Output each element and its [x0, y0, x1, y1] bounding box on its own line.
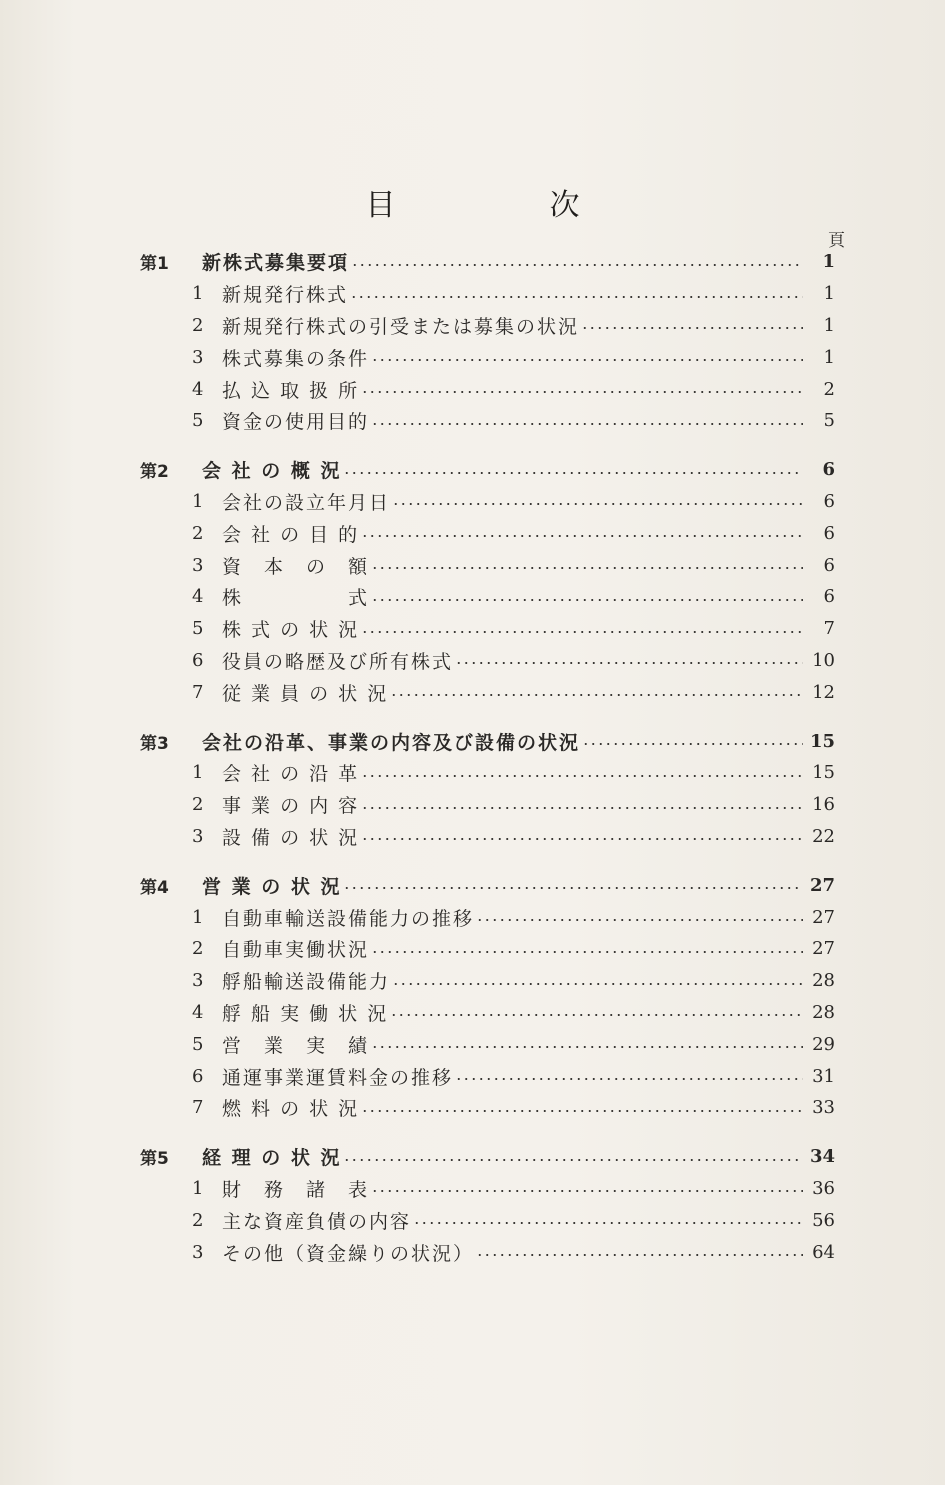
toc-item-number: 5 [192, 410, 204, 432]
toc-item-page-number: 1 [823, 283, 835, 305]
toc-item-number: 1 [192, 906, 204, 928]
toc-item-page-number: 27 [812, 906, 835, 928]
dot-leader [371, 423, 803, 425]
toc-item-label: 財 務 諸 表 [222, 1178, 370, 1201]
toc-item [140, 997, 835, 1029]
toc-item-number: 4 [192, 586, 204, 608]
dot-leader [476, 919, 803, 921]
toc-item [140, 933, 835, 965]
toc-item-number: 5 [192, 618, 204, 640]
toc-item-number: 3 [192, 1241, 204, 1263]
toc-item-page-number: 56 [812, 1209, 835, 1231]
toc-item-label: 株 式 の 状 況 [222, 619, 360, 642]
toc-item-page-number: 12 [812, 681, 835, 703]
toc-section-number: 第2 [140, 462, 169, 483]
dot-leader [392, 503, 803, 505]
toc-item [140, 581, 835, 613]
toc-item [140, 405, 835, 437]
dot-leader [343, 887, 803, 889]
toc-item-page-number: 33 [812, 1097, 835, 1119]
dot-leader [371, 359, 803, 361]
toc-section [140, 869, 835, 901]
toc-section [140, 1141, 835, 1173]
toc-item-page-number: 27 [812, 938, 835, 960]
toc-section-label: 会 社 の 概 況 [202, 460, 342, 483]
dot-leader [371, 567, 803, 569]
dot-leader [390, 1014, 803, 1016]
toc-item-page-number: 31 [812, 1065, 835, 1087]
toc-item-page-number: 6 [823, 490, 835, 512]
toc-item-label: 会 社 の 目 的 [222, 523, 360, 546]
toc-item-number: 6 [192, 1065, 204, 1087]
toc-item [140, 757, 835, 789]
dot-leader [371, 599, 803, 601]
toc-item [140, 278, 835, 310]
toc-item-label: 新規発行株式 [222, 284, 349, 307]
toc-item-number: 2 [192, 794, 204, 816]
toc-item-number: 5 [192, 1033, 204, 1055]
toc-item-number: 2 [192, 938, 204, 960]
toc-item [140, 676, 835, 708]
dot-leader [343, 1159, 803, 1161]
toc-item-number: 1 [192, 490, 204, 512]
dot-leader [350, 296, 803, 298]
dot-leader [361, 807, 803, 809]
toc-item [140, 549, 835, 581]
toc-item-page-number: 6 [823, 522, 835, 544]
toc-item [140, 486, 835, 518]
toc-item-number: 7 [192, 681, 204, 703]
page-title: 目 次 [365, 188, 642, 223]
toc-item-number: 1 [192, 1177, 204, 1199]
toc-item-page-number: 15 [812, 762, 835, 784]
toc-item-number: 6 [192, 649, 204, 671]
toc-item-page-number: 22 [812, 825, 835, 847]
dot-leader [371, 1046, 803, 1048]
toc-section [140, 246, 835, 278]
dot-leader [581, 327, 803, 329]
dot-leader [390, 694, 803, 696]
toc-item-label: 艀 船 実 働 状 況 [222, 1002, 389, 1025]
toc-item-page-number: 64 [812, 1241, 835, 1263]
toc-item [140, 373, 835, 405]
dot-leader [371, 951, 803, 953]
toc-item [140, 901, 835, 933]
toc-item-label: 株 式 [222, 587, 370, 610]
toc-item [140, 645, 835, 677]
toc-item-number: 1 [192, 283, 204, 305]
dot-leader [361, 535, 803, 537]
table-of-contents [140, 246, 835, 1268]
toc-section-page-number: 34 [809, 1146, 835, 1168]
toc-item-page-number: 28 [812, 970, 835, 992]
dot-leader [361, 391, 803, 393]
toc-item [140, 517, 835, 549]
toc-item-page-number: 6 [823, 554, 835, 576]
toc-item-label: 艀船輸送設備能力 [222, 971, 391, 994]
toc-section [140, 454, 835, 486]
toc-item-number: 2 [192, 314, 204, 336]
toc-section-label: 経 理 の 状 況 [202, 1147, 342, 1170]
toc-section-number: 第5 [140, 1149, 169, 1170]
toc-item [140, 789, 835, 821]
toc-section-label: 新株式募集要項 [202, 252, 350, 275]
section-gap [140, 708, 835, 725]
toc-section-label: 会社の沿革、事業の内容及び設備の状況 [202, 731, 581, 754]
toc-item-number: 2 [192, 522, 204, 544]
dot-leader [361, 631, 803, 633]
toc-item-label: 会 社 の 沿 革 [222, 763, 360, 786]
toc-item-number: 7 [192, 1097, 204, 1119]
toc-item-number: 3 [192, 346, 204, 368]
dot-leader [361, 775, 803, 777]
toc-item-label: 燃 料 の 状 況 [222, 1098, 360, 1121]
toc-item-page-number: 10 [812, 649, 835, 671]
toc-item-label: 設 備 の 状 況 [222, 826, 360, 849]
toc-item-number: 4 [192, 1001, 204, 1023]
toc-item-page-number: 1 [823, 314, 835, 336]
toc-item [140, 613, 835, 645]
dot-leader [413, 1222, 803, 1224]
toc-item-label: 役員の略歴及び所有株式 [222, 650, 454, 673]
section-gap [140, 852, 835, 869]
toc-item-label: 事 業 の 内 容 [222, 795, 360, 818]
toc-item-number: 3 [192, 825, 204, 847]
toc-item [140, 821, 835, 853]
toc-item-page-number: 1 [823, 346, 835, 368]
section-gap [140, 1124, 835, 1141]
toc-item [140, 1092, 835, 1124]
toc-item-page-number: 36 [812, 1177, 835, 1199]
toc-item-label: 自動車輸送設備能力の推移 [222, 907, 475, 930]
toc-item-label: その他（資金繰りの状況） [222, 1242, 475, 1265]
toc-item-label: 自動車実働状況 [222, 939, 370, 962]
dot-leader [392, 983, 803, 985]
toc-item [140, 341, 835, 373]
page-column-label: 頁 [828, 231, 845, 251]
toc-section-page-number: 6 [822, 459, 835, 481]
toc-section-number: 第3 [140, 733, 169, 754]
toc-section [140, 725, 835, 757]
toc-item-label: 通運事業運賃料金の推移 [222, 1066, 454, 1089]
dot-leader [361, 838, 803, 840]
toc-item-number: 2 [192, 1209, 204, 1231]
toc-item-label: 資金の使用目的 [222, 411, 370, 434]
toc-section-page-number: 1 [822, 251, 835, 273]
toc-item-number: 1 [192, 762, 204, 784]
toc-item-label: 従 業 員 の 状 況 [222, 682, 389, 705]
toc-section-number: 第1 [140, 254, 169, 275]
toc-item-page-number: 16 [812, 794, 835, 816]
toc-item-page-number: 7 [823, 618, 835, 640]
dot-leader [361, 1110, 803, 1112]
dot-leader [582, 743, 803, 745]
toc-item [140, 1236, 835, 1268]
toc-section-page-number: 27 [809, 874, 835, 896]
toc-item-label: 払 込 取 扱 所 [222, 379, 360, 402]
toc-section-label: 営 業 の 状 況 [202, 875, 342, 898]
toc-item-number: 3 [192, 554, 204, 576]
dot-leader [455, 1078, 803, 1080]
toc-item-label: 主な資産負債の内容 [222, 1210, 412, 1233]
dot-leader [476, 1254, 803, 1256]
toc-item-page-number: 2 [823, 378, 835, 400]
dot-leader [351, 264, 803, 266]
dot-leader [343, 472, 803, 474]
toc-item-label: 新規発行株式の引受または募集の状況 [222, 315, 580, 338]
toc-item [140, 1028, 835, 1060]
toc-item-page-number: 28 [812, 1001, 835, 1023]
toc-item-page-number: 29 [812, 1033, 835, 1055]
toc-item-page-number: 5 [823, 410, 835, 432]
toc-item-number: 3 [192, 970, 204, 992]
toc-item [140, 1060, 835, 1092]
toc-item-page-number: 6 [823, 586, 835, 608]
toc-item-label: 会社の設立年月日 [222, 491, 391, 514]
toc-section-number: 第4 [140, 877, 169, 898]
toc-item-label: 営 業 実 績 [222, 1034, 370, 1057]
dot-leader [455, 662, 803, 664]
toc-item-label: 株式募集の条件 [222, 347, 370, 370]
toc-item [140, 1204, 835, 1236]
section-gap [140, 437, 835, 454]
toc-item [140, 310, 835, 342]
toc-item-number: 4 [192, 378, 204, 400]
toc-item [140, 1173, 835, 1205]
toc-section-page-number: 15 [809, 730, 835, 752]
toc-item [140, 965, 835, 997]
dot-leader [371, 1190, 803, 1192]
toc-item-label: 資 本 の 額 [222, 555, 370, 578]
